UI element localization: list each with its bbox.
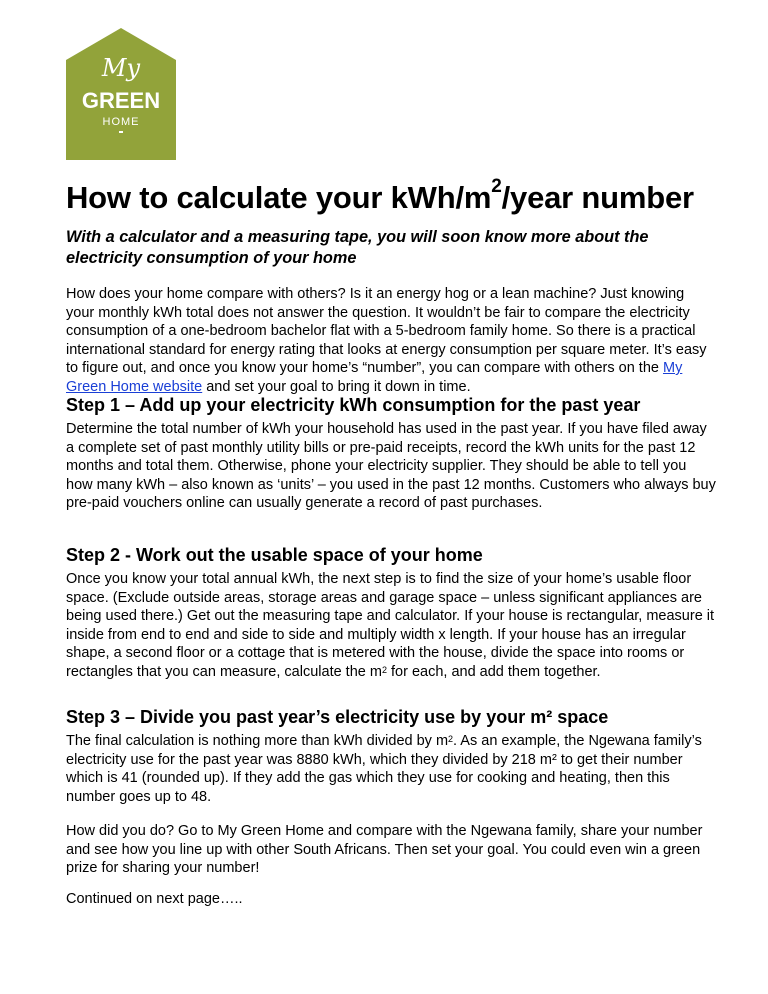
closing-paragraph: How did you do? Go to My Green Home and compare with the Ngewana family, share your number and see how you line up with other South Africans. Then set your goal. You could even win a green prize for sharing your number! — [66, 823, 703, 876]
logo-home: HOME — [102, 116, 140, 128]
my-green-home-logo — [66, 28, 176, 160]
step1-body: Determine the total number of kWh your household has used in the past year. If you have filed away a complete set of past monthly utility bills or pre-paid receipts, record the kWh units for the past 12 months and total them. Otherwise, phone your electricity supplier. They should be able to tell you how many kWh – also known as ‘units’ – you used in the past 12 months. Customers who always buy pre-paid vouchers online can usually generate a record of past purchases. — [66, 421, 716, 511]
step3-body: The final calculation is nothing more than kWh divided by $m^2$. As an example, the Ngewana family’s electricity use for the past year was 8880 kWh, which they divided by 218 m² to get their number which is 41 (rounded up). If they add the gas which they use for cooking and heating, then this number goes up to 48. — [66, 733, 702, 805]
step1-heading: Step 1 – Add up your electricity kWh consumption for the past year — [66, 395, 641, 415]
logo-green: GREEN — [81, 88, 161, 113]
logo-my: My — [101, 54, 141, 82]
intro-paragraph: How does your home compare with others? Is it an energy hog or a lean machine? Just knowing your monthly kWh total does not answer the question. It wouldn’t be fair to compare the electricity consumption of a one-bedroom bachelor flat with a 5-bedroom family home. So there is a practical international standard for energy rating that looks at energy consumption per square meter. It’s easy to figure out, and once you know your home’s “number”, you can compare with others on the My Green Home website and set your goal to bring it down in time. — [66, 286, 707, 395]
page-title: How to calculate your kWh/$m^2$/year number — [66, 176, 694, 215]
continued-note: Continued on next page….. — [66, 891, 243, 907]
step3-heading: Step 3 – Divide you past year’s electricity use by your m² space — [66, 707, 609, 727]
step2-heading: Step 2 - Work out the usable space of your home — [66, 545, 483, 565]
my-green-home-website-link[interactable]: My Green Home website — [66, 360, 683, 395]
subtitle: With a calculator and a measuring tape, you will soon know more about the electricity consumption of your home — [66, 228, 649, 267]
step2-body: Once you know your total annual kWh, the next step is to find the size of your home’s usable floor space. (Exclude outside areas, storage areas and garage space – unless significant appliances are being used there.) Get out the measuring tape and calculator. If your house is rectangular, measure it inside from end to end and side to side and multiply width x length. If your house has an irregular shape, a second floor or a cottage that is metered with the house, divide the space into rooms or rectangles that you can measure, calculate the $m^2$ for each, and add them together. — [66, 571, 715, 680]
